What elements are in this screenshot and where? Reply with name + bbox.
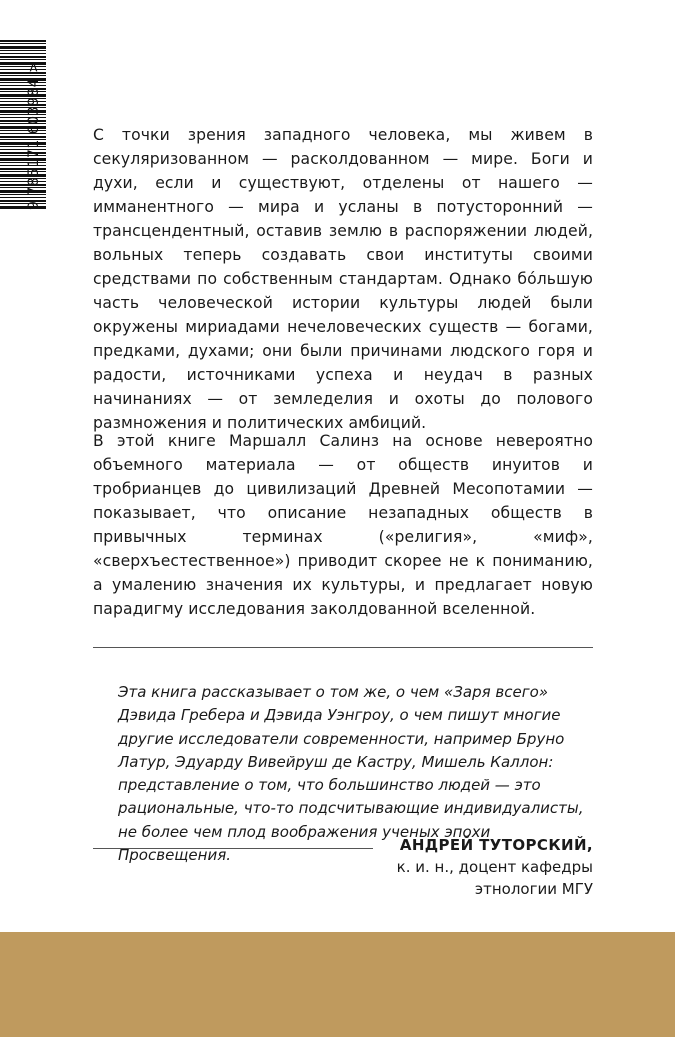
- isbn-number: 9 785171 603984 >: [26, 60, 42, 210]
- description-paragraph-1: С точки зрения западного человека, мы живем в секуляризованном — расколдованном — мире. Боги и духи, если и существуют, отделены от нашего — имманентного — мира и усланы в потусторонний — трансцендентный, оставив землю в распоряжении людей, вольных теперь создавать свои институты своими средствами по собственным стандартам. Однако бóльшую часть человеческой истории культуры людей были окружены мириадами нечеловеческих существ — богами, предками, духами; они были причинами людского горя и радости, источниками успеха и неудач в разных начинаниях — от земледелия и охоты до полового размножения и политических амбиций.: [93, 126, 593, 432]
- reviewer-title-line-1: к. и. н., доцент кафедры: [396, 858, 593, 876]
- reviewer-name: АНДРЕЙ ТУТОРСКИЙ,: [399, 836, 593, 854]
- divider-top: [93, 647, 593, 648]
- review-quote: Эта книга рассказывает о том же, о чем «Заря всего» Дэвида Гребера и Дэвида Уэнгроу, о чем пишут многие другие исследователи современности, например Бруно Латур, Эдуарду Вивейруш де Кастру, Мишель Каллон: представление о том, что большинство людей — это рациональные, что-то подсчитывающие индивидуалисты, не более чем плод воображения ученых эпохи Просвещения.: [118, 683, 584, 865]
- divider-signature: [93, 848, 373, 849]
- description-paragraph-2: В этой книге Маршалл Салинз на основе невероятно объемного материала — от обществ инуитов и тробрианцев до цивилизаций Древней Месопотамии — показывает, что описание незападных обществ в привычных терминах («религия», «миф», «сверхъестественное») приводит скорее не к пониманию, а умалению значения их культуры, и предлагает новую парадигму исследования заколдованной вселенной.: [93, 432, 593, 618]
- footer-color-band: [0, 932, 675, 1037]
- reviewer-title-line-2: этнологии МГУ: [474, 880, 593, 898]
- reviewer-signature: [382, 834, 593, 900]
